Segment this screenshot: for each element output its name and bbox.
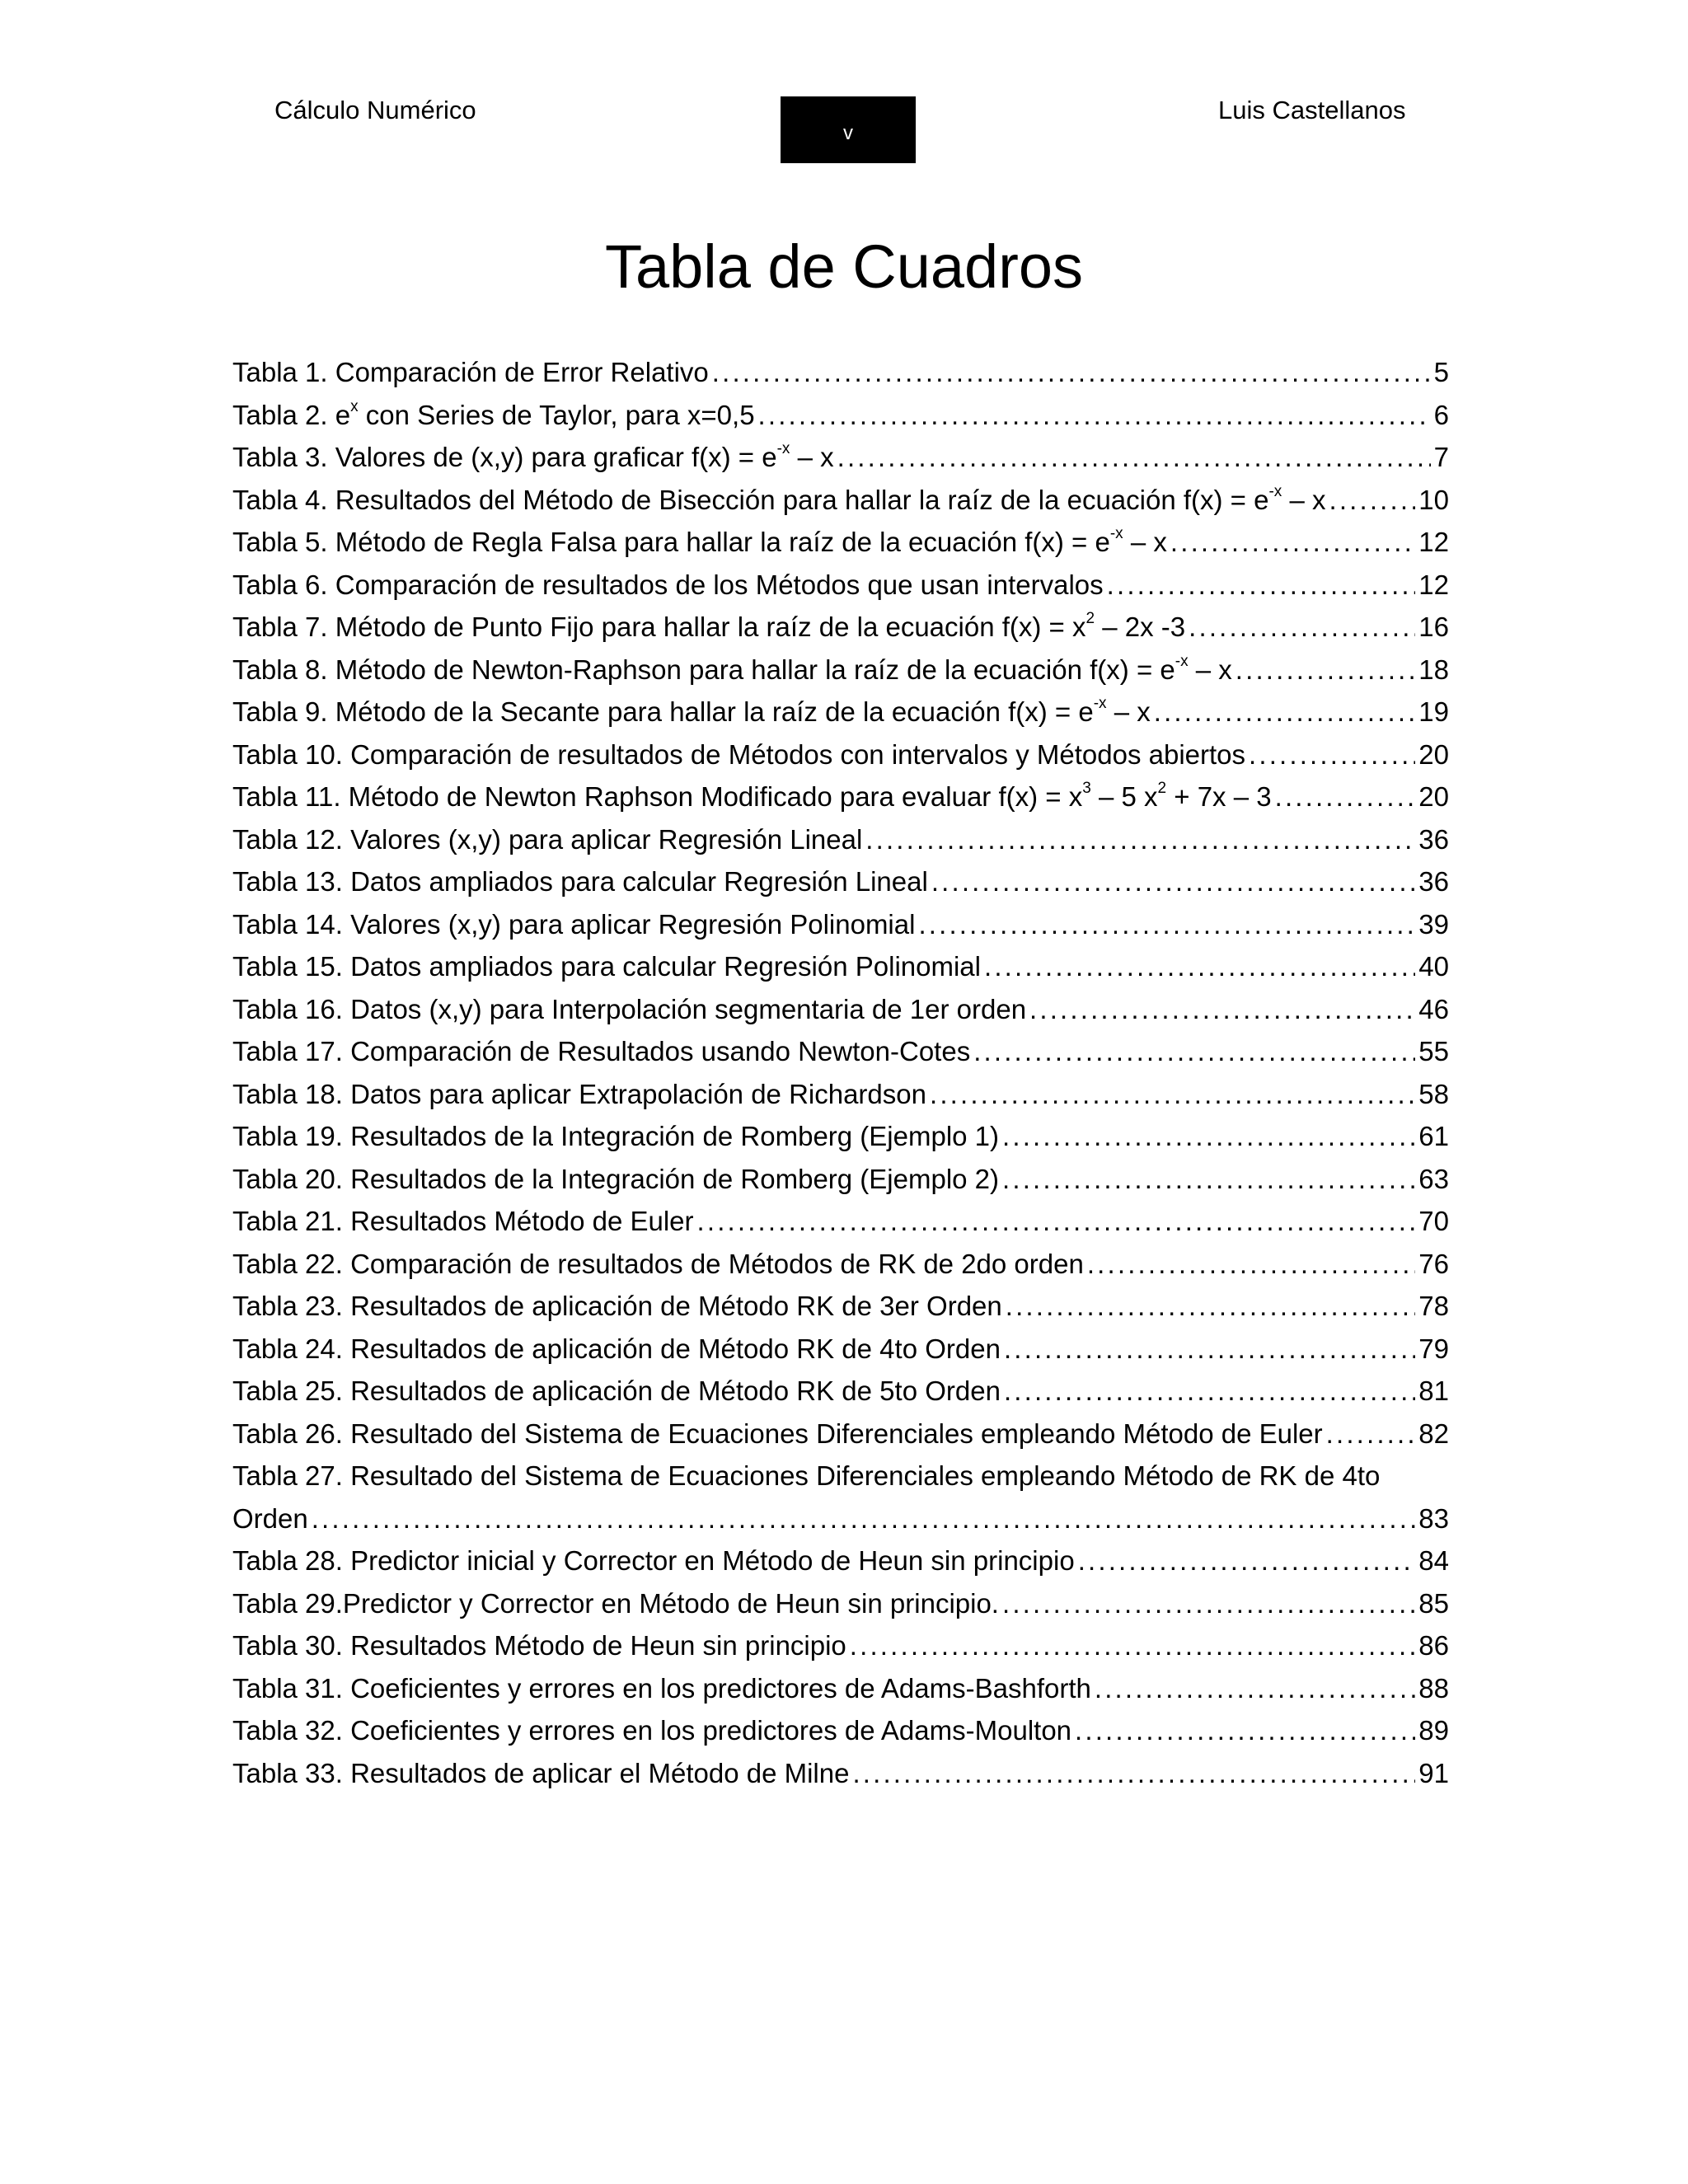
toc-entry-page: 82 [1418, 1418, 1449, 1449]
dot-leader [931, 860, 1415, 903]
toc-entry-label: Tabla 8. Método de Newton-Raphson para hallar la raíz de la ecuación $f(x) = e^{-x} - x$ [232, 652, 1232, 685]
toc-entry-label: Tabla 13. Datos ampliados para calcular Regresión Lineal [232, 866, 928, 897]
exponent: -x [1109, 525, 1123, 542]
toc-entry-page: 78 [1418, 1291, 1449, 1321]
dot-leader [1326, 1413, 1416, 1455]
toc-entry[interactable] [232, 521, 1449, 564]
toc-entry-label: Tabla 16. Datos (x,y) para Interpolación segmentaria de 1er orden [232, 993, 1027, 1024]
toc-entry-page: 63 [1418, 1163, 1449, 1194]
dot-leader [1249, 733, 1415, 776]
dot-leader [1329, 479, 1416, 522]
dot-leader [837, 436, 1431, 479]
toc-entry-label: Tabla 1. Comparación de Error Relativo [232, 357, 709, 387]
dot-leader [865, 818, 1415, 861]
toc-entry[interactable] [232, 903, 1449, 946]
toc-entry-label: Tabla 29.Predictor y Corrector en Método de Heun sin principio. [232, 1587, 999, 1619]
dot-leader [1095, 1667, 1415, 1710]
exponent: 3 [1082, 780, 1091, 797]
toc-entry-label: Tabla 9. Método de la Secante para hallar la raíz de la ecuación $f(x) = e^{-x} - x$ [232, 695, 1151, 727]
dot-leader [1087, 1243, 1415, 1286]
dot-leader [312, 1497, 1416, 1540]
toc-entry[interactable] [232, 1030, 1449, 1073]
dot-leader [1002, 1158, 1415, 1201]
toc-entry-page: 55 [1418, 1036, 1449, 1066]
dot-leader [850, 1624, 1415, 1667]
dot-leader [930, 1073, 1415, 1116]
dot-leader [1078, 1540, 1416, 1582]
toc-entry[interactable] [232, 606, 1449, 649]
dot-leader [984, 945, 1415, 988]
exponent: -x [1093, 695, 1107, 712]
toc-entry[interactable] [232, 1624, 1449, 1667]
toc-entry-page: 46 [1418, 993, 1449, 1024]
toc-entry-label: Tabla 7. Método de Punto Fijo para hallar la raíz de la ecuación $f(x) = x^2 - 2x$ -3 [232, 610, 1186, 642]
toc-entry-label: Tabla 10. Comparación de resultados de Métodos con intervalos y Métodos abiertos [232, 738, 1246, 770]
toc-entry[interactable] [232, 1752, 1449, 1795]
toc-entry-page: 20 [1418, 781, 1449, 812]
toc-entry-label: Tabla 19. Resultados de la Integración de Romberg (Ejemplo 1) [232, 1121, 1000, 1151]
toc-entry[interactable] [232, 1115, 1449, 1158]
dot-leader [1189, 606, 1415, 649]
dot-leader [697, 1200, 1416, 1243]
toc-entry-label: Tabla 28. Predictor inicial y Corrector en Método de Heun sin principio [232, 1545, 1075, 1576]
toc-entry-page: 36 [1418, 866, 1449, 897]
toc-entry-page: 61 [1418, 1121, 1449, 1151]
dot-leader [1004, 1328, 1415, 1371]
dot-leader [712, 351, 1431, 394]
page-number: v [843, 121, 853, 144]
toc-entry-page: 83 [1418, 1502, 1449, 1534]
toc-entry-label: Tabla 22. Comparación de resultados de Métodos de RK de 2do orden [232, 1248, 1084, 1279]
toc-entry-page: 12 [1418, 569, 1449, 600]
toc-entry[interactable] [232, 860, 1449, 903]
toc-entry-page: 86 [1418, 1630, 1449, 1661]
toc-entry-page: 10 [1418, 484, 1449, 515]
dot-leader [1075, 1709, 1415, 1752]
toc-entry-page: 36 [1418, 823, 1449, 855]
toc-entry[interactable] [232, 1497, 1449, 1540]
toc-entry-label: Tabla 2. $e^x$ con Series de Taylor, para x=0,5 [232, 397, 755, 430]
dot-leader [1236, 649, 1416, 691]
toc-entry-page: 16 [1418, 612, 1449, 642]
toc-entry-label: Tabla 4. Resultados del Método de Bisección para hallar la raíz de la ecuación $f(x) = e^{-x} - x$ [232, 482, 1326, 515]
toc-entry-label: Tabla 26. Resultado del Sistema de Ecuaciones Diferenciales empleando Método de Euler [232, 1418, 1323, 1449]
toc-entry[interactable] [232, 394, 1449, 437]
dot-leader [1107, 564, 1416, 607]
toc-entry-label: Tabla 12. Valores (x,y) para aplicar Regresión Lineal [232, 823, 863, 855]
toc-entry-label: Tabla 31. Coeficientes y errores en los predictores de Adams-Bashforth [232, 1672, 1091, 1704]
dot-leader [973, 1030, 1415, 1073]
exponent: x [350, 397, 359, 415]
toc-entry-page: 19 [1418, 696, 1449, 727]
toc-entry-label: Tabla 25. Resultados de aplicación de Método RK de 5to Orden [232, 1376, 1001, 1406]
toc-entry[interactable] [232, 1328, 1449, 1371]
dot-leader [1002, 1582, 1415, 1625]
toc-entry-label: Tabla 18. Datos para aplicar Extrapolación de Richardson [232, 1078, 926, 1109]
toc-entry-page: 18 [1418, 654, 1449, 685]
toc-entry-page: 79 [1418, 1333, 1449, 1364]
toc-entry[interactable] [232, 649, 1449, 691]
exponent: -x [1175, 652, 1189, 670]
toc-entry[interactable] [232, 1158, 1449, 1201]
toc-entry-page: 39 [1418, 908, 1449, 940]
dot-leader [1006, 1285, 1416, 1328]
toc-entry[interactable] [232, 776, 1449, 818]
toc-entry[interactable] [232, 351, 1449, 394]
toc-entry-page: 5 [1433, 357, 1449, 387]
toc-entry[interactable] [232, 1370, 1449, 1413]
toc-entry[interactable] [232, 818, 1449, 861]
toc-entry-page: 58 [1418, 1078, 1449, 1109]
toc-entry[interactable] [232, 1243, 1449, 1286]
toc-entry-page: 70 [1418, 1206, 1449, 1236]
toc-entry-label: Tabla 20. Resultados de la Integración de Romberg (Ejemplo 2) [232, 1163, 1000, 1194]
dot-leader [1029, 988, 1415, 1031]
toc-entry-page: 91 [1418, 1757, 1449, 1788]
toc-entry-page: 85 [1418, 1587, 1449, 1619]
toc-entry[interactable] [232, 945, 1449, 988]
table-of-contents [232, 351, 1449, 1794]
header-book-title: Cálculo Numérico [274, 96, 476, 124]
exponent: -x [776, 440, 790, 457]
toc-entry[interactable] [232, 988, 1449, 1031]
dot-leader [758, 394, 1431, 437]
toc-entry[interactable] [232, 1285, 1449, 1328]
toc-entry-page: 12 [1418, 527, 1449, 557]
toc-entry-page: 6 [1433, 399, 1449, 430]
exponent: 2 [1157, 780, 1167, 797]
toc-entry-label: Tabla 11. Método de Newton Raphson Modificado para evaluar $f(x) = x^3 - 5$ $x^2 + 7x - 3$ [232, 780, 1272, 812]
dot-leader [852, 1752, 1415, 1795]
toc-entry-label: Tabla 17. Comparación de Resultados usando Newton-Cotes [232, 1036, 971, 1066]
toc-entry[interactable] [232, 564, 1449, 607]
toc-entry-label: Tabla 24. Resultados de aplicación de Método RK de 4to Orden [232, 1333, 1001, 1364]
toc-entry-page: 76 [1418, 1248, 1449, 1279]
toc-entry-label: Orden [232, 1502, 308, 1534]
toc-entry[interactable] [232, 1709, 1449, 1752]
exponent: 2 [1085, 610, 1095, 627]
dot-leader [918, 903, 1415, 946]
page-number-box [781, 96, 916, 163]
toc-entry[interactable] [232, 1413, 1449, 1455]
toc-entry[interactable] [232, 479, 1449, 522]
exponent: -x [1268, 482, 1282, 500]
toc-entry[interactable] [232, 1200, 1449, 1243]
header-author: Luis Castellanos [1218, 96, 1406, 124]
toc-entry[interactable] [232, 1540, 1449, 1582]
toc-entry[interactable] [232, 1073, 1449, 1116]
toc-entry-page: 40 [1418, 951, 1449, 982]
toc-entry[interactable] [232, 733, 1449, 776]
dot-leader [1004, 1370, 1415, 1413]
toc-entry-label: Tabla 21. Resultados Método de Euler [232, 1206, 694, 1236]
toc-entry-label: Tabla 32. Coeficientes y errores en los predictores de Adams-Moulton [232, 1715, 1072, 1746]
dot-leader [1170, 521, 1415, 564]
toc-entry-label: Tabla 15. Datos ampliados para calcular Regresión Polinomial [232, 951, 981, 982]
toc-entry-page: 81 [1418, 1376, 1449, 1406]
toc-entry-page: 84 [1418, 1545, 1449, 1576]
toc-entry-label: Tabla 5. Método de Regla Falsa para hallar la raíz de la ecuación $f(x) = e^{-x} - x$ [232, 525, 1167, 557]
toc-entry-label: Tabla 3. Valores de (x,y) para graficar $f(x) = e^{-x} - x$ [232, 440, 834, 472]
dot-leader [1154, 691, 1416, 733]
toc-entry[interactable] [232, 1582, 1449, 1625]
dot-leader [1002, 1115, 1415, 1158]
toc-entry-page: 88 [1418, 1672, 1449, 1704]
toc-entry[interactable] [232, 436, 1449, 479]
toc-entry-label: Tabla 30. Resultados Método de Heun sin principio [232, 1630, 846, 1661]
toc-entry-page: 89 [1418, 1715, 1449, 1746]
page-title: Tabla de Cuadros [604, 232, 1084, 301]
toc-entry[interactable] [232, 1667, 1449, 1710]
toc-entry-label: Tabla 6. Comparación de resultados de los Métodos que usan intervalos [232, 569, 1104, 600]
toc-entry-label: Tabla 33. Resultados de aplicar el Método de Milne [232, 1757, 850, 1788]
toc-entry-label: Tabla 14. Valores (x,y) para aplicar Regresión Polinomial [232, 908, 916, 940]
dot-leader [1275, 776, 1416, 818]
toc-entry-label: Tabla 23. Resultados de aplicación de Método RK de 3er Orden [232, 1291, 1002, 1321]
toc-entry-wrapped-line[interactable]: Tabla 27. Resultado del Sistema de Ecuaciones Diferenciales empleando Método de RK de 4to [232, 1460, 1381, 1491]
toc-entry-page: 7 [1433, 442, 1449, 472]
toc-entry[interactable] [232, 691, 1449, 733]
toc-entry-page: 20 [1418, 738, 1449, 770]
